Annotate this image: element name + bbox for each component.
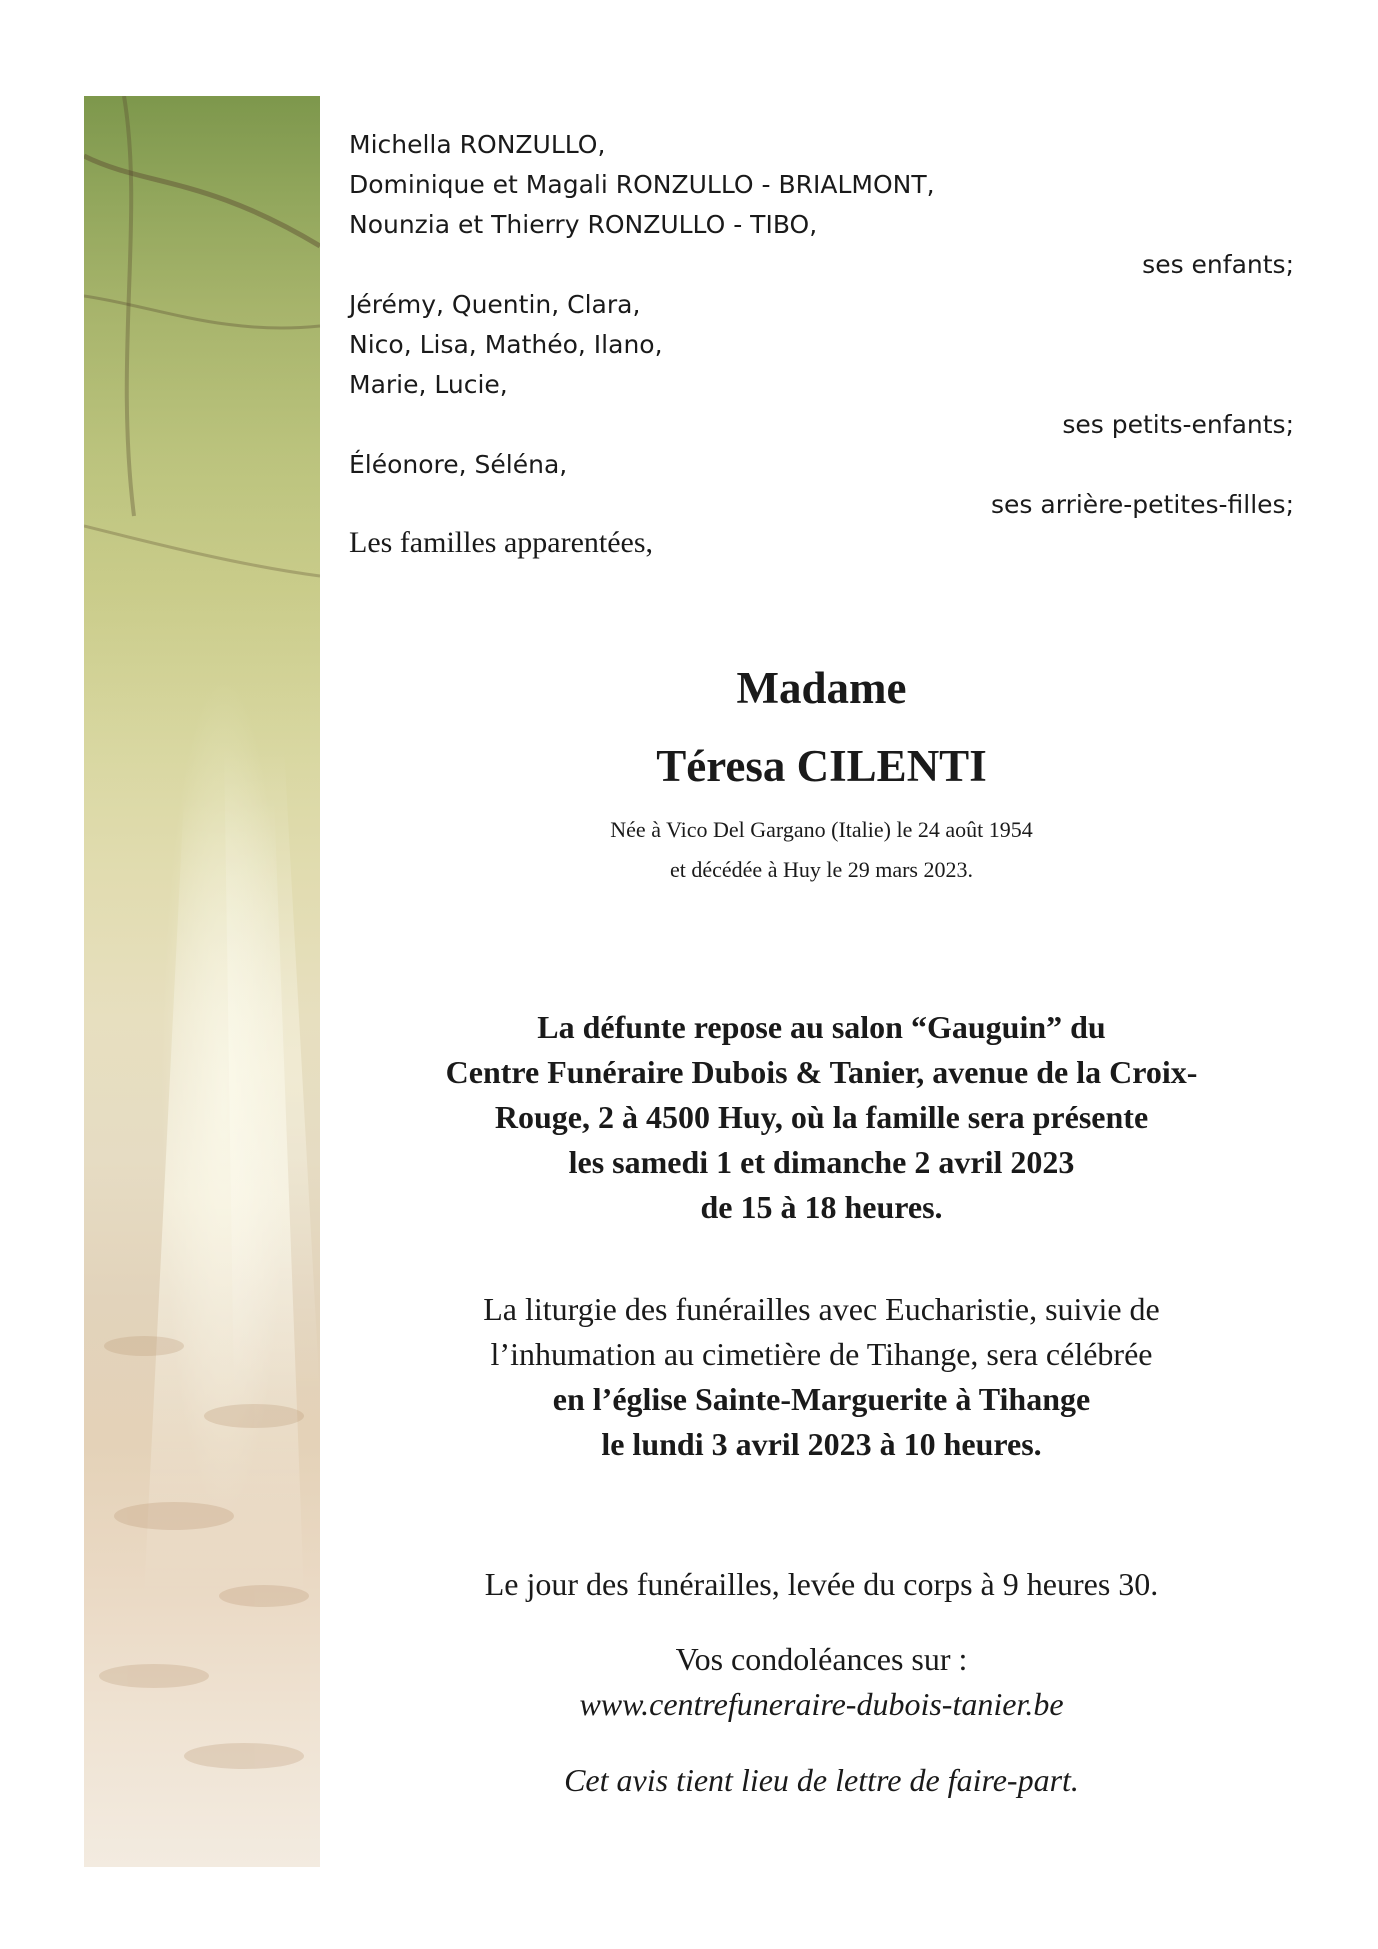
grandchild-name: Nico, Lisa, Mathéo, Ilano, bbox=[349, 330, 663, 359]
child-name: Michella RONZULLO, bbox=[349, 130, 606, 159]
deceased-title: Madame bbox=[736, 663, 907, 713]
liturgy-block bbox=[349, 1287, 1294, 1467]
condolences-label: Vos condoléances sur : bbox=[675, 1641, 968, 1677]
child-name: Dominique et Magali RONZULLO - BRIALMONT, bbox=[349, 170, 935, 199]
great-grandchild-name: Éléonore, Séléna, bbox=[349, 450, 568, 479]
great-grandchildren-role: ses arrière-petites-filles; bbox=[991, 490, 1294, 519]
levee-line: Le jour des funérailles, levée du corps à 9 heures 30. bbox=[484, 1566, 1159, 1602]
liturgy-church: en l’église Sainte-Marguerite à Tihange bbox=[552, 1381, 1091, 1417]
forest-path-image bbox=[84, 96, 320, 1867]
deceased-dates bbox=[349, 812, 1294, 888]
liturgy-datetime: le lundi 3 avril 2023 à 10 heures. bbox=[601, 1426, 1042, 1462]
visitation-line: Rouge, 2 à 4500 Huy, où la famille sera présente bbox=[494, 1099, 1149, 1135]
family-grandchildren bbox=[349, 285, 1294, 445]
visitation-block bbox=[349, 1005, 1294, 1230]
grandchildren-role: ses petits-enfants; bbox=[1062, 410, 1294, 439]
family-children bbox=[349, 125, 1294, 285]
family-great-grandchildren bbox=[349, 445, 1294, 525]
liturgy-line: l’inhumation au cimetière de Tihange, sera célébrée bbox=[490, 1336, 1153, 1372]
child-name: Nounzia et Thierry RONZULLO - TIBO, bbox=[349, 210, 818, 239]
liturgy-line: La liturgie des funérailles avec Eucharistie, suivie de bbox=[483, 1291, 1160, 1327]
faire-part-note: Cet avis tient lieu de lettre de faire-part. bbox=[564, 1762, 1079, 1798]
relatives-line: Les familles apparentées, bbox=[349, 526, 654, 559]
visitation-line: La défunte repose au salon “Gauguin” du bbox=[537, 1009, 1106, 1045]
visitation-line: de 15 à 18 heures. bbox=[700, 1189, 943, 1225]
death-line: et décédée à Huy le 29 mars 2023. bbox=[670, 857, 973, 882]
condolences-website-link[interactable]: www.centrefuneraire-dubois-tanier.be bbox=[579, 1686, 1064, 1722]
grandchild-name: Jérémy, Quentin, Clara, bbox=[349, 290, 641, 319]
children-role: ses enfants; bbox=[1142, 250, 1294, 279]
birth-line: Née à Vico Del Gargano (Italie) le 24 août 1954 bbox=[610, 817, 1033, 842]
condolences-block bbox=[349, 1637, 1294, 1727]
deceased-name: Téresa CILENTI bbox=[656, 741, 987, 791]
grandchild-name: Marie, Lucie, bbox=[349, 370, 508, 399]
visitation-line: Centre Funéraire Dubois & Tanier, avenue de la Croix- bbox=[445, 1054, 1198, 1090]
visitation-line: les samedi 1 et dimanche 2 avril 2023 bbox=[568, 1144, 1075, 1180]
